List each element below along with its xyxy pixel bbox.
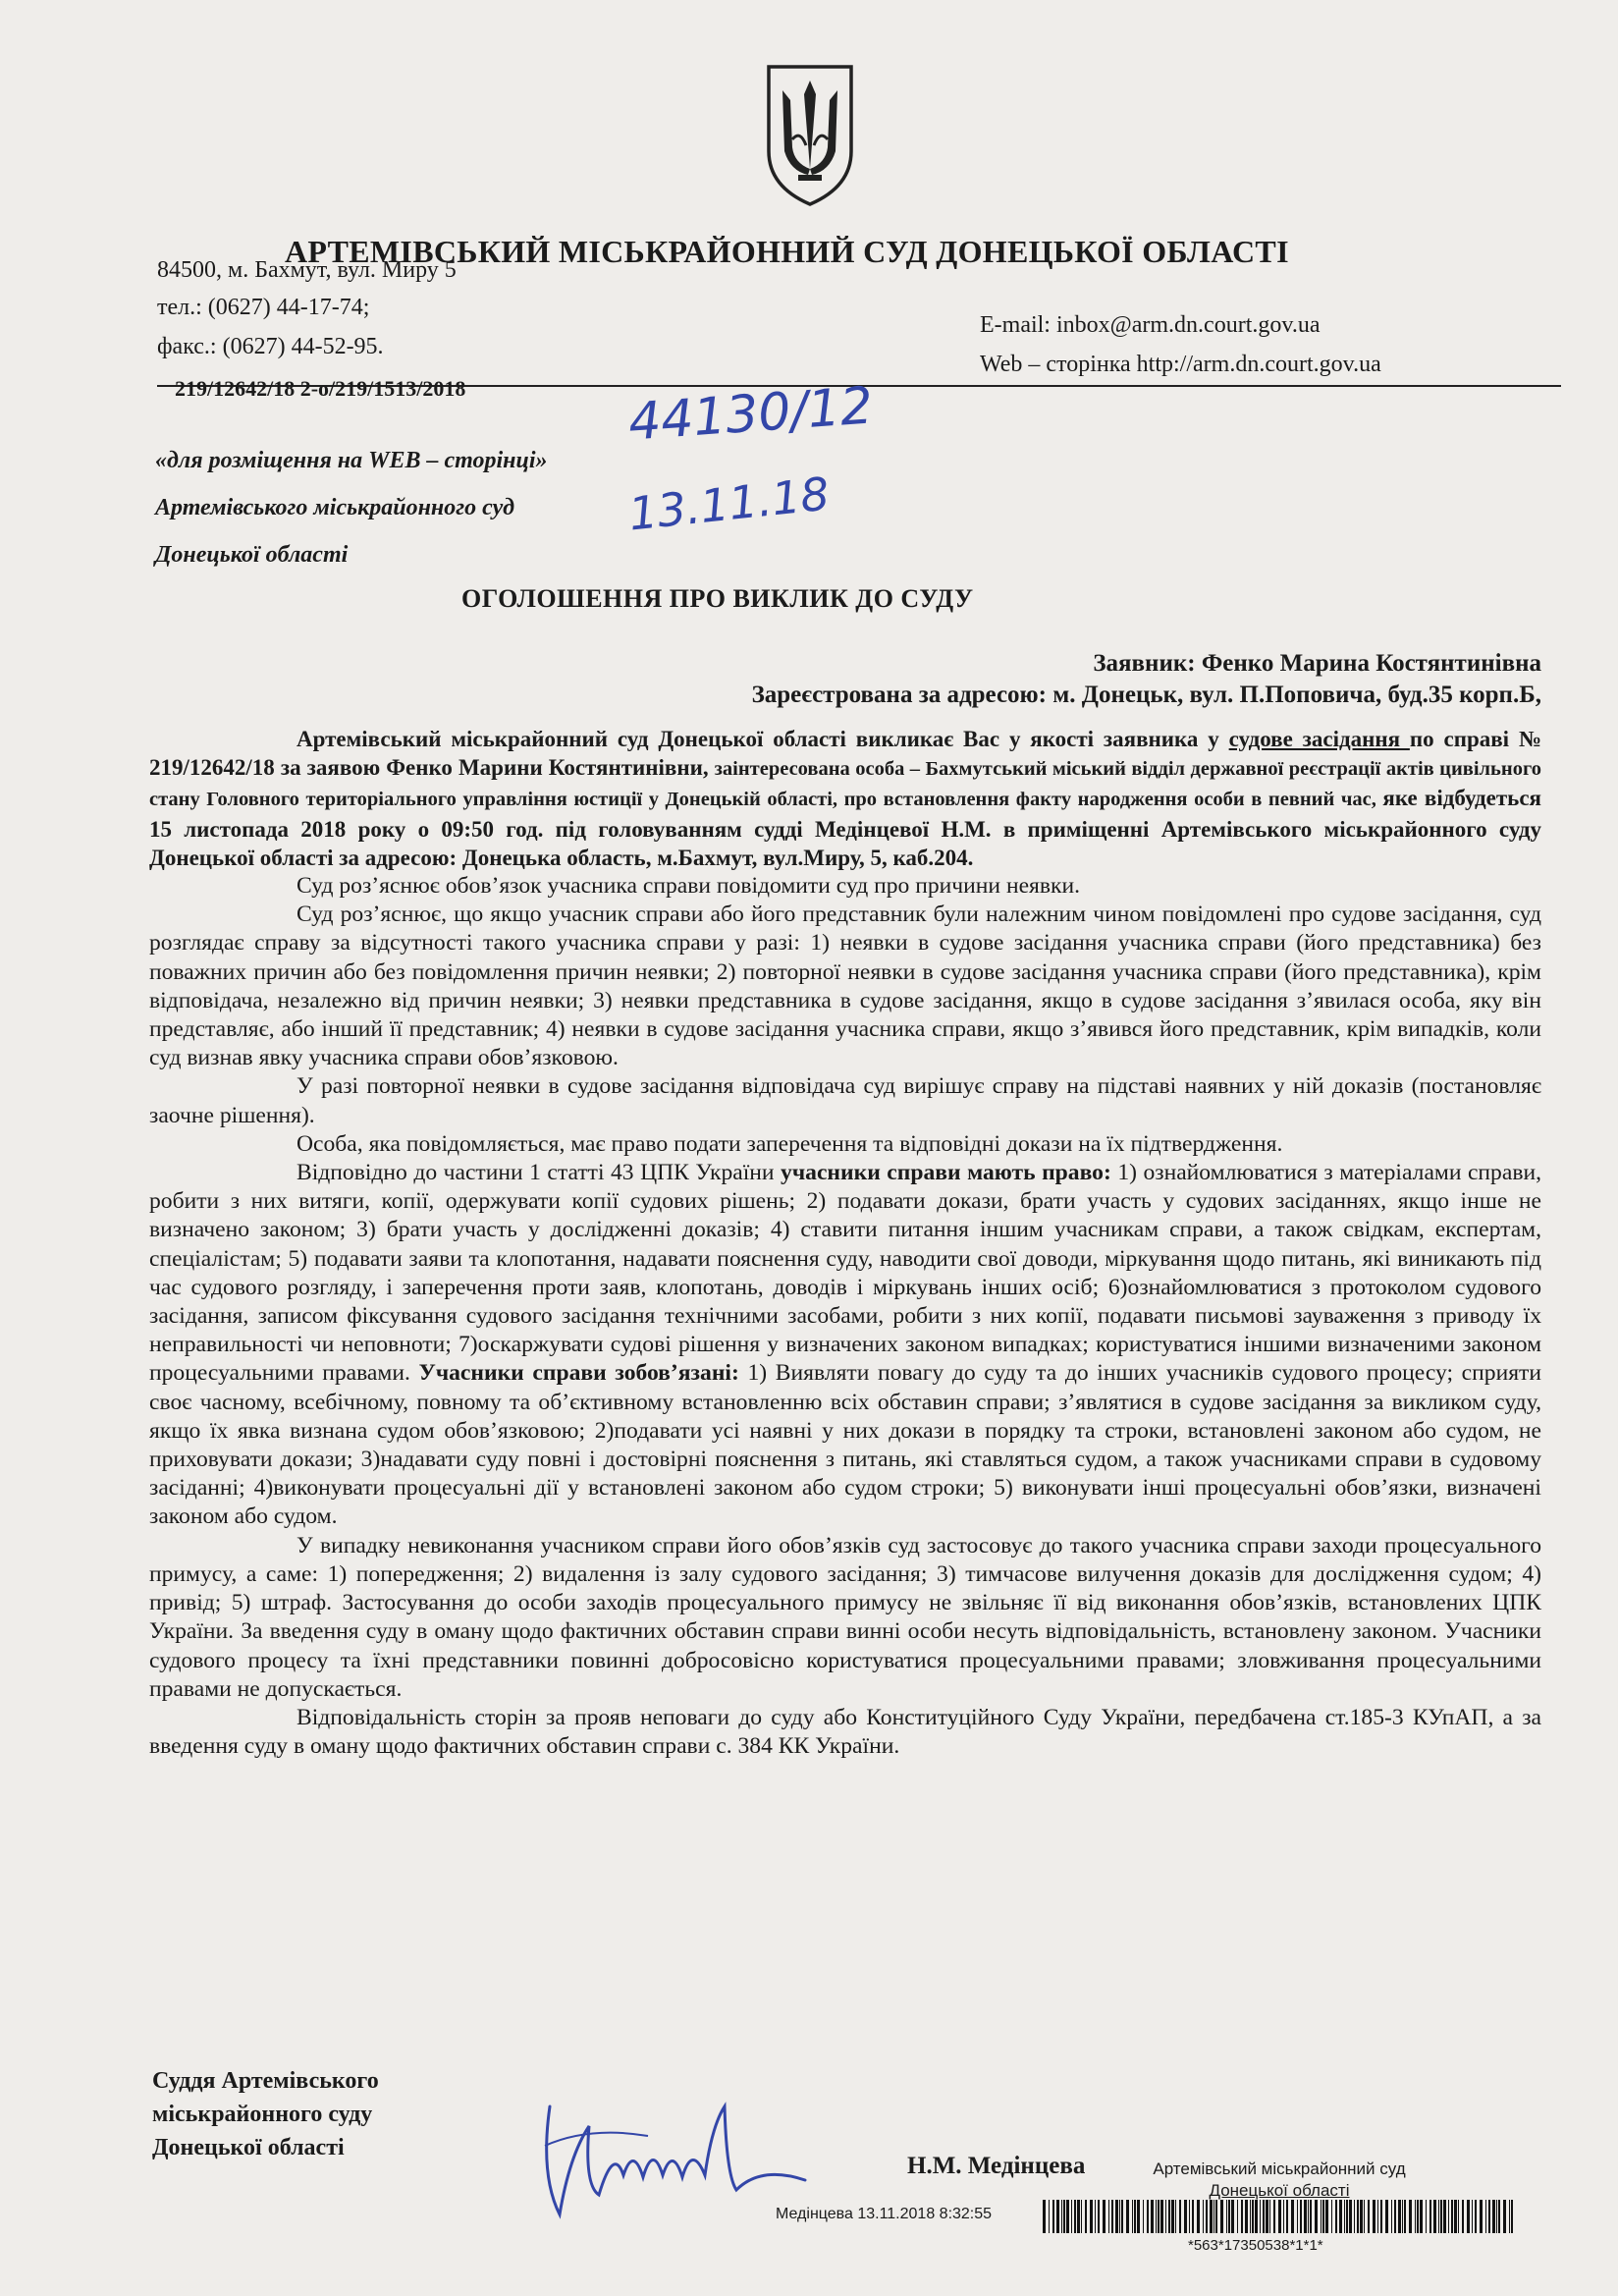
judge-title-line2: міськрайонного суду <box>152 2102 373 2127</box>
court-phone: тел.: (0627) 44-17-74; <box>157 295 370 320</box>
applicant-name: Заявник: Фенко Марина Костянтинівна <box>1093 650 1541 677</box>
barcode-icon <box>1043 2200 1514 2233</box>
court-email: E-mail: inbox@arm.dn.court.gov.ua <box>980 312 1321 338</box>
applicant-address: Зареєстрована за адресою: м. Донецьк, вул. П.Поповича, буд.35 корп.Б, <box>751 682 1541 708</box>
judge-title-line1: Суддя Артемівського <box>152 2068 379 2094</box>
coat-of-arms-icon <box>761 61 859 208</box>
web-note-line1: «для розміщення на WEB – сторінці» <box>155 448 548 473</box>
web-note-line3: Донецької області <box>155 542 349 568</box>
court-fax: факс.: (0627) 44-52-95. <box>157 334 384 359</box>
paragraph-liability: Відповідальність сторін за прояв неповаги до суду або Конституційного Суду України, передбачена ст.185-3 КУпАП, а за введення суду в оману щодо фактичних обставин справи с. 384 КК України. <box>149 1704 1541 1760</box>
judge-title-block <box>152 2064 379 2164</box>
paragraph-repeat-absence: У разі повторної неявки в судове засідання відповідача суд вирішує справу на підставі наявних у ній доказів (постановляє заочне рішення). <box>149 1073 1541 1128</box>
case-numbers: 219/12642/18 2-о/219/1513/2018 <box>175 376 466 401</box>
web-note-line2: Артемівського міськрайонного суд <box>155 495 515 520</box>
notice-title: ОГОЛОШЕННЯ ПРО ВИКЛИК ДО СУДУ <box>461 584 974 613</box>
court-address: 84500, м. Бахмут, вул. Миру 5 <box>157 257 457 283</box>
paragraph-absence-duty: Суд роз’яснює обов’язок учасника справи повідомити суд про причини неявки. <box>297 873 1081 900</box>
judge-name: Н.М. Медінцева <box>907 2153 1086 2179</box>
court-stamp <box>1137 2159 1422 2202</box>
court-title: АРТЕМІВСЬКИЙ МІСЬКРАЙОННИЙ СУД ДОНЕЦЬКОЇ ОБЛАСТІ <box>285 234 1289 269</box>
intro-paragraph: Артемівський міськрайонний суд Донецької області викликає Вас у якості заявника у судове засідання по справі № 219/12642/18 за заявою Фенко Марини Костянтинівни, заінтересована особа – Бахмутський міський відділ державної реєстрації актів цивільного стану Головного територіального управління юстиції у Донецькій області, про встановлення факту народження особи в певний час, яке відбудеться 15 листопада 2018 року о 09:50 год. під головуванням судді Медінцевої Н.М. в приміщенні Артемівського міськрайонного суду Донецької області за адресою: Донецька область, м.Бахмут, вул.Миру, 5, каб.204. <box>149 727 1542 870</box>
court-website: Web – сторінка http://arm.dn.court.gov.ua <box>980 352 1381 377</box>
stamp-court-line1: Артемівський міськрайонний суд <box>1153 2159 1406 2178</box>
paragraph-coercion-measures: У випадку невиконання учасником справи його обов’язків суд застосовує до такого учасника справи заходи процесуального примусу, а саме: 1) попередження; 2) видалення із залу судового засідання; 3) тимчасове вилучення доказів для дослідження судом; 4) привід; 5) штраф. Застосування до особи заходів процесуального примусу не звільняє її від виконання обов’язків, встановлених ЦПК України. За введення суду в оману щодо фактичних обставин справи винні особи несуть відповідальність, встановлену законом. Учасники судового процесу та їхні представники повинні добросовісно користуватися процесуальними правами; зловживання процесуальними правами не допускається. <box>149 1532 1541 1702</box>
stamp-court-line2: Донецької області <box>1209 2181 1350 2200</box>
handwritten-date: 13.11.18 <box>625 466 833 541</box>
notice-body <box>149 725 1541 1761</box>
paragraph-participant-rights: Відповідно до частини 1 статті 43 ЦПК України учасники справи мають право: 1) ознайомлюватися з матеріалами справи, робити з них витяги, копії, одержувати копії судових рішень; 2) подавати докази, брати участь у судових засіданнях, якщо інше не визначено законом; 3) брати участь у дослідженні доказів; 4) ставити питання іншим учасникам справи, а також свідкам, експертам, спеціалістам; 5) подавати заяви та клопотання, надавати пояснення суду, наводити свої доводи, міркування щодо питань, які виникають під час судового розгляду, і заперечення проти заяв, клопотань, доводів і міркувань інших осіб; 6)ознайомлюватися з протоколом судового засідання, записом фіксування судового засідання технічними засобами, робити з них копії, подавати письмові зауваження з приводу їх неправильності чи неповноти; 7)оскаржувати судові рішення у визначених законом випадках; користуватися іншими визначеними законом процесуальними правами. Учасники справи зобов’язані: 1) Виявляти повагу до суду та до інших учасників судового процесу; сприяти своє часному, всебічному, повному та об’єктивному встановленню всіх обставин справи; з’являтися в судове засідання за викликом суду, якщо їх явка визнана судом обов’язковою; 2)подавати усі наявні у них докази в порядку та строки, встановлені законом або судом, не приховувати докази; 3)надавати суду повні і достовірні пояснення з питань, які ставляться судом, а також учасниками справи в судовому засіданні; 4)виконувати процесуальні дії у встановлені законом або судом строки; 5) виконувати інші процесуальні обов’язки, визначені законом або судом. <box>149 1160 1541 1530</box>
handwritten-reg-number: 44130/12 <box>626 376 875 453</box>
paragraph-objection-right: Особа, яка повідомляється, має право подати заперечення та відповідні докази на їх підтвердження. <box>297 1130 1283 1157</box>
judge-title-line3: Донецької області <box>152 2135 345 2160</box>
digital-signature-date: Медінцева 13.11.2018 8:32:55 <box>776 2206 993 2222</box>
paragraph-absence-rules: Суд роз’яснює, що якщо учасник справи або його представник були належним чином повідомлені про судове засідання, суд розглядає справу за відсутності такого учасника справи у разі: 1) неявки в судове засідання учасника справи (його представника) без поважних причин або без повідомлення причин неявки; 2) повторної неявки в судове засідання учасника справи (його представника), крім відповідача, незалежно від причин неявки; 3) неявки представника в судове засідання, якщо в судове засідання з’явилася особа, яку він представляє, або інший її представник; 4) неявки в судове засідання учасника справи, якщо з’явився його представник, крім випадків, коли суд визнав явку учасника справи обов’язковою. <box>149 902 1541 1071</box>
barcode-number: *563*17350538*1*1* <box>1188 2237 1323 2254</box>
